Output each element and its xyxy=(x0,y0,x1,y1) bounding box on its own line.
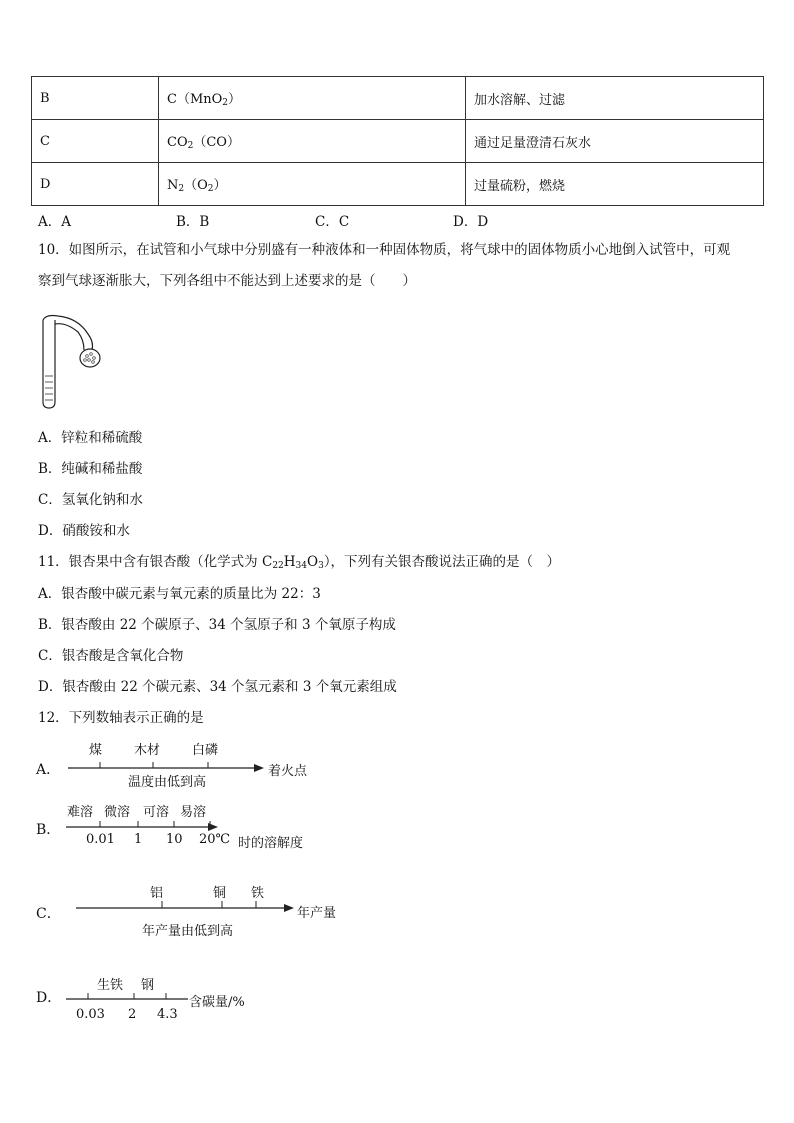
axis-b-tick-1: 1 xyxy=(134,832,143,847)
axis-d-tick-003: 0.03 xyxy=(76,1007,105,1022)
q12-a-letter: A． xyxy=(36,762,61,778)
option-cell: D xyxy=(32,163,159,206)
q10-stem-line1: 10．如图所示，在试管和小气球中分别盛有一种液体和一种固体物质，将气球中的固体物质小心地倒入试管中，可观 xyxy=(38,242,731,258)
q10-choice-b: B．纯碱和稀盐酸 xyxy=(38,461,143,477)
substance-cell: $N_2(O_2)$ xyxy=(159,163,466,206)
q12-c-letter: C． xyxy=(36,906,61,922)
axis-c-label-iron: 铁 xyxy=(251,886,265,901)
axis-b-label-easily: 易溶 xyxy=(180,805,207,820)
axis-a-label-wood: 木材 xyxy=(134,743,161,758)
q11-choice-c: C．银杏酸是含氧化合物 xyxy=(38,648,184,664)
q12-b-letter: B． xyxy=(36,822,61,838)
axis-a-arrow-label: 着火点 xyxy=(268,764,308,779)
method-cell: 通过足量澄清石灰水 xyxy=(466,120,764,163)
axis-b-tail-label: 时的溶解度 xyxy=(238,836,304,851)
number-line-d xyxy=(62,990,192,1006)
method-cell: 加水溶解、过滤 xyxy=(466,77,764,120)
axis-c-arrow-label: 年产量 xyxy=(297,906,337,921)
axis-c-label-aluminum: 铝 xyxy=(150,886,164,901)
axis-b-label-insoluble: 难溶 xyxy=(67,805,94,820)
option-cell: C xyxy=(32,120,159,163)
table-row xyxy=(32,163,764,206)
q11-stem: 11．银杏果中含有银杏酸（化学式为 $C_{22}H_{34}O_3$），下列有关银杏酸说法正确的是（ ） xyxy=(38,554,561,571)
q9-choice-c: C．C xyxy=(315,214,350,230)
q10-choice-d: D．硝酸铵和水 xyxy=(38,523,130,539)
axis-d-tail-label: 含碳量/% xyxy=(189,995,245,1010)
axis-a-label-coal: 煤 xyxy=(89,743,103,758)
axis-d-label-pig-iron: 生铁 xyxy=(97,978,124,993)
number-line-c xyxy=(70,896,300,916)
method-cell: 过量硫粉，燃烧 xyxy=(466,163,764,206)
q11-choice-b: B．银杏酸由 22 个碳原子、34 个氢原子和 3 个氧原子构成 xyxy=(38,617,396,633)
substance-cell: C（MnO$_2$） xyxy=(159,77,466,120)
q9-choice-b: B．B xyxy=(176,214,210,230)
q10-choice-a: A．锌粒和稀硫酸 xyxy=(38,430,143,446)
axis-b-label-soluble: 可溶 xyxy=(143,805,170,820)
axis-a-label-phosphorus: 白磷 xyxy=(192,743,219,758)
axis-b-tick-10: 10 xyxy=(166,832,183,847)
axis-b-tick-20: 20℃ xyxy=(199,832,231,847)
options-table xyxy=(31,76,764,206)
axis-b-tick-001: 0.01 xyxy=(86,832,115,847)
axis-a-under-label: 温度由低到高 xyxy=(128,775,207,790)
substance-cell: $CO_2(CO)$ xyxy=(159,120,466,163)
axis-d-tick-2: 2 xyxy=(128,1007,137,1022)
q11-choice-d: D．银杏酸由 22 个碳元素、34 个氢元素和 3 个氧元素组成 xyxy=(38,679,397,695)
q9-choice-d: D．D xyxy=(453,214,489,230)
axis-c-label-copper: 铜 xyxy=(213,886,227,901)
q11-choice-a: A．银杏酸中碳元素与氧元素的质量比为 22：3 xyxy=(38,586,321,602)
table-row xyxy=(32,77,764,120)
axis-d-tick-43: 4.3 xyxy=(157,1007,178,1022)
axis-d-label-steel: 钢 xyxy=(141,978,155,993)
option-cell: B xyxy=(32,77,159,120)
q10-stem-line2: 察到气球逐渐胀大，下列各组中不能达到上述要求的是（ ） xyxy=(38,273,416,289)
test-tube-balloon-figure xyxy=(36,310,108,410)
q10-choice-c: C．氢氧化钠和水 xyxy=(38,492,143,508)
q12-stem: 12．下列数轴表示正确的是 xyxy=(38,710,204,726)
q12-d-letter: D． xyxy=(36,990,62,1006)
axis-b-label-slightly: 微溶 xyxy=(104,805,131,820)
axis-c-under-label: 年产量由低到高 xyxy=(142,924,234,939)
q9-choice-a: A．A xyxy=(38,214,71,230)
table-row xyxy=(32,120,764,163)
